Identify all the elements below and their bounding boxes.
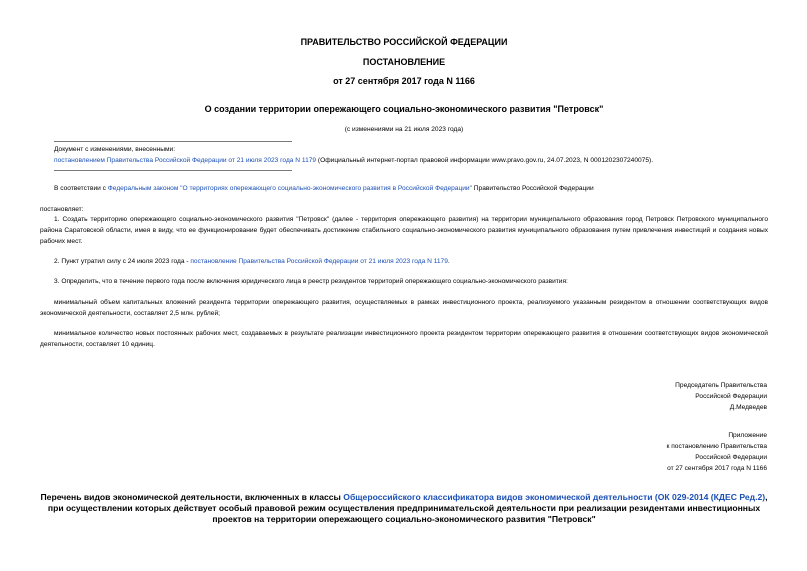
appendix-block — [517, 430, 767, 474]
subitem-jobs: минимальное количество новых постоянных рабочих мест, создаваемых в результате реализации инвестиционного проекта резидентом территории опережающего развития в отношении соответствующих видов экономической деятельности, составляет 10 единиц. — [40, 330, 768, 348]
signature-line-1: Председатель Правительства — [675, 382, 767, 389]
item-2-link[interactable]: постановление Правительства Российской Федерации от 21 июля 2023 года N 1179 — [190, 258, 448, 265]
item-2 — [40, 256, 768, 267]
document-kind: ПОСТАНОВЛЕНИЕ — [362, 57, 446, 67]
federal-law-link[interactable]: Федеральным законом "О территориях опережающего социально-экономического развития в Российской Федерации" — [107, 185, 472, 192]
appendix-line-4: от 27 сентября 2017 года N 1166 — [667, 465, 767, 472]
divider-top — [54, 141, 292, 142]
signature-block — [517, 380, 767, 413]
preamble-before: В соответствии с — [54, 185, 108, 192]
government-heading: ПРАВИТЕЛЬСТВО РОССИЙСКОЙ ФЕДЕРАЦИИ — [300, 37, 508, 47]
item-2-text: 2. Пункт утратил силу с 24 июля 2023 года - — [54, 258, 191, 265]
okved-classifier-link[interactable]: Общероссийского классификатора видов экономической деятельности (ОК 029-2014 (КДЕС Ред.2) — [343, 492, 766, 502]
decrees-word: постановляет: — [40, 206, 84, 213]
item-3: 3. Определить, что в течение первого года после включения юридического лица в реестр резидентов территорий опережающего социально-экономического развития: — [54, 278, 568, 285]
changes-link[interactable]: постановлением Правительства Российской Федерации от 21 июля 2023 года N 1179 — [54, 157, 317, 164]
subitem-capital-investment: минимальный объем капитальных вложений резидента территории опережающего развития, осуществляемых в рамках инвестиционного проекта, реализуемого указанным резидентом в отношении соответствующих видов экономической деятельности, составляет 2,5 млн. рублей; — [40, 299, 768, 317]
document-title: О создании территории опережающего социально-экономического развития "Петровск" — [204, 104, 604, 114]
appendix-line-2: к постановлению Правительства — [666, 443, 767, 450]
item-2-end: . — [447, 258, 450, 265]
appendix-line-3: Российской Федерации — [695, 454, 767, 461]
signature-name: Д.Медведев — [729, 404, 767, 411]
activity-list-title — [40, 492, 768, 525]
preamble — [40, 183, 768, 194]
changes-block — [54, 144, 768, 166]
item-1: 1. Создать территорию опережающего социально-экономического развития "Петровск" (далее - территория опережающего развития) на территории муниципального образования город Петровск Петровского муниципального района Саратовской области, имея в виду, что ее функционирование будет обеспечивать достижение стабильного социально-экономического развития муниципального образования путем привлечения инвестиций и создания новых рабочих мест. — [40, 216, 768, 245]
divider-bottom — [54, 170, 292, 171]
changes-intro: Документ с изменениями, внесенными: — [54, 146, 176, 153]
changes-line — [54, 155, 768, 166]
list-title-part-1: Перечень видов экономической деятельности, включенных в классы — [40, 492, 344, 502]
preamble-after: Правительство Российской Федерации — [471, 185, 594, 192]
list-title-part-2: , при осуществлении которых действует особый правовой режим осуществления предпринимательской деятельности при реализации резидентами инвестиционных проектов на территории опережающего социально-экономического развития "Петровск" — [47, 492, 768, 524]
document-date-number: от 27 сентября 2017 года N 1166 — [333, 76, 475, 86]
appendix-line-1: Приложение — [728, 432, 767, 439]
changes-tail: (Официальный интернет-портал правовой информации www.pravo.gov.ru, 24.07.2023, N 0001202307240075). — [316, 157, 654, 164]
amendment-note: (с изменениями на 21 июля 2023 года) — [344, 126, 464, 133]
signature-line-2: Российской Федерации — [695, 393, 767, 400]
